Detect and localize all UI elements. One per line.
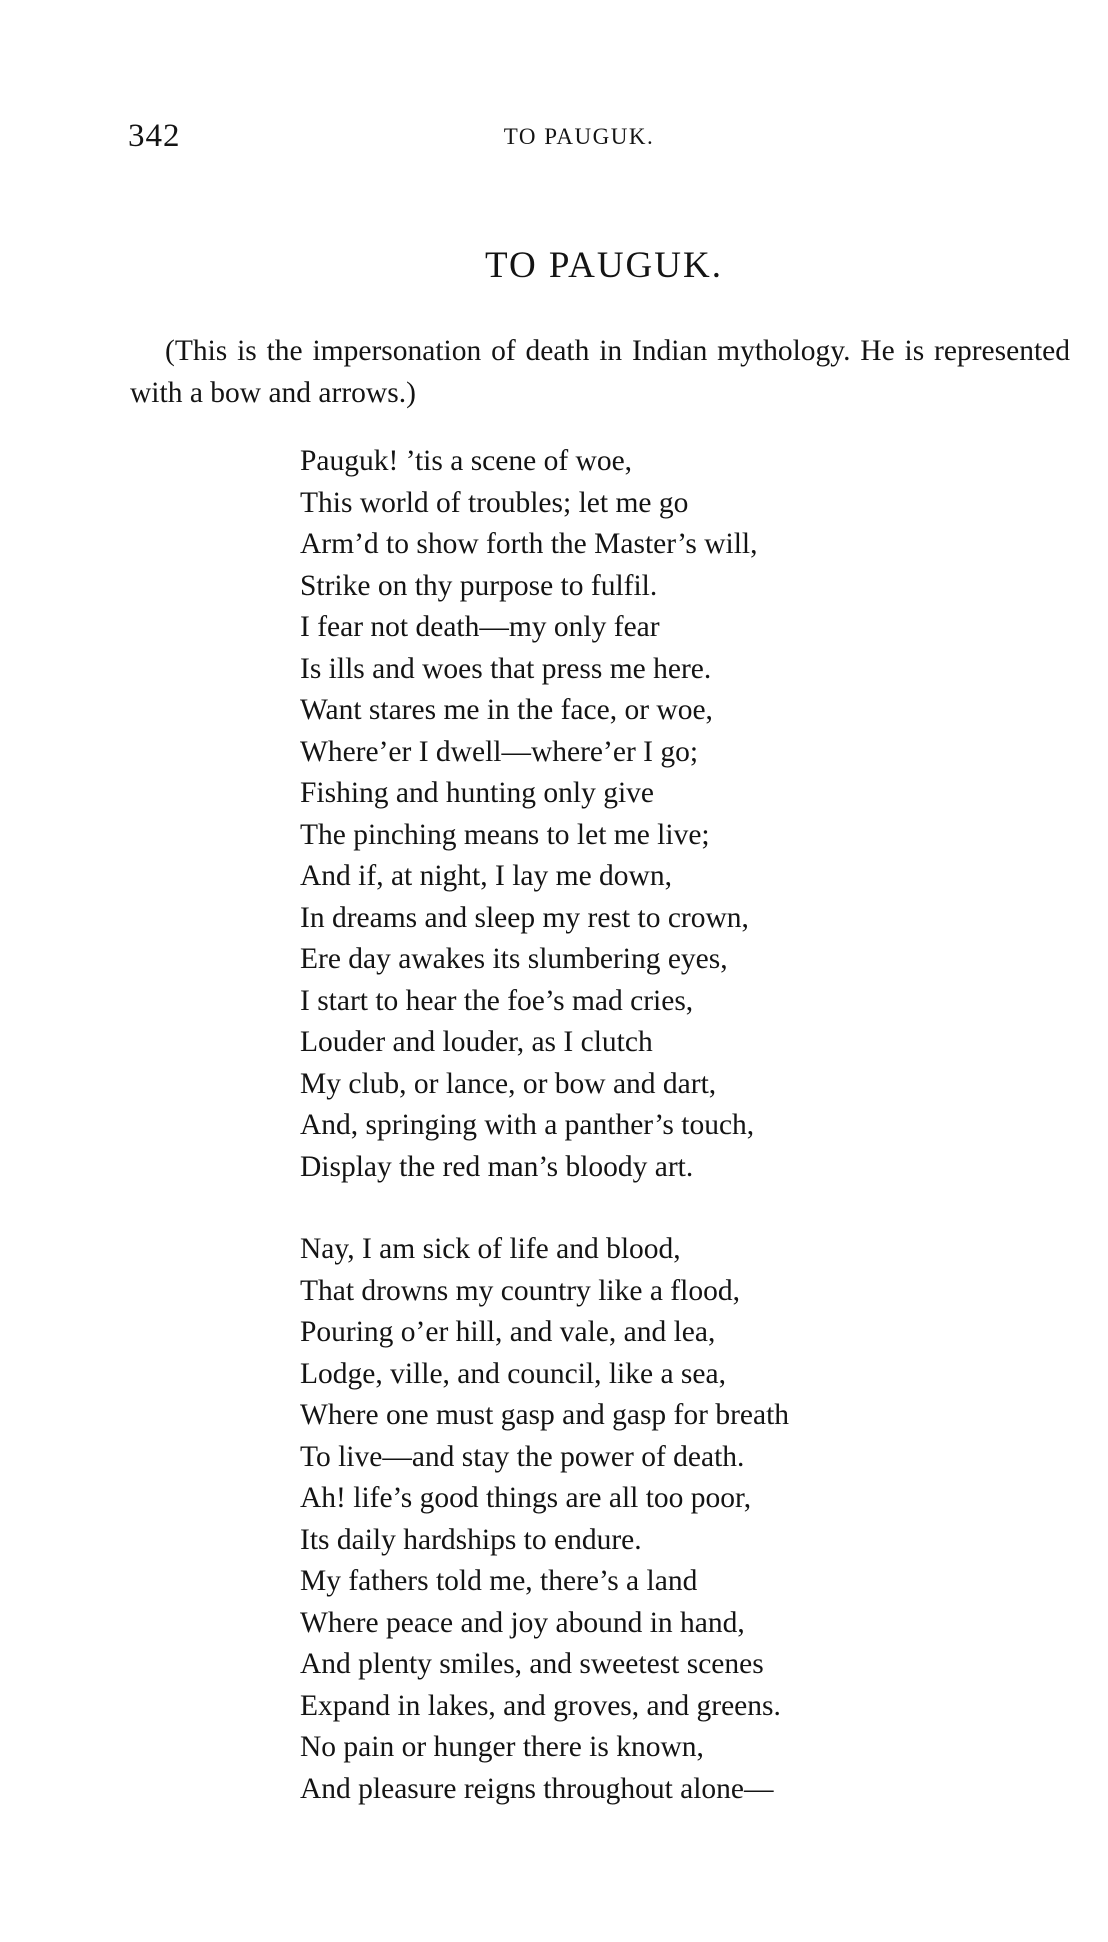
verse-line: I fear not death—my only fear [300, 611, 660, 643]
verse-line: The pinching means to let me live; [300, 818, 710, 851]
verse-line: Display the red man’s bloody art. [300, 1150, 694, 1183]
running-head: TO PAUGUK. [503, 124, 655, 149]
verse-line: My club, or lance, or bow and dart, [300, 1067, 717, 1100]
verse-line: That drowns my country like a flood, [300, 1274, 740, 1307]
verse-line: Where peace and joy abound in hand, [300, 1606, 745, 1639]
verse-line: Pauguk! ’tis a scene of woe, [300, 445, 633, 477]
verse-line: Want stares me in the face, or woe, [300, 694, 713, 726]
verse-line: Nay, I am sick of life and blood, [300, 1233, 681, 1265]
verse-line: Ere day awakes its slumbering eyes, [300, 943, 728, 975]
verse-line: Fishing and hunting only give [300, 777, 654, 809]
verse-line: Lodge, ville, and council, like a sea, [300, 1357, 726, 1390]
verse-line: This world of troubles; let me go [300, 486, 689, 519]
verse-line: My fathers told me, there’s a land [300, 1565, 698, 1597]
page-number: 342 [128, 118, 181, 154]
verse-line: And pleasure reigns throughout alone— [300, 1772, 774, 1805]
stanza-2 [300, 1229, 1000, 1810]
poem-title: TO PAUGUK. [485, 245, 723, 286]
verse-line: And if, at night, I lay me down, [300, 860, 672, 892]
verse-line: And, springing with a panther’s touch, [300, 1109, 755, 1141]
verse-line: In dreams and sleep my rest to crown, [300, 901, 749, 934]
verse-line: Where’er I dwell—where’er I go; [300, 735, 699, 768]
verse-line: I start to hear the foe’s mad cries, [300, 984, 694, 1017]
verse-line: Arm’d to show forth the Master’s will, [300, 528, 758, 560]
verse-line: Strike on thy purpose to fulfil. [300, 569, 658, 602]
verse-line: Its daily hardships to endure. [300, 1523, 642, 1556]
verse-line: And plenty smiles, and sweetest scenes [300, 1648, 764, 1680]
verse-line: Where one must gasp and gasp for breath [300, 1399, 790, 1431]
verse-line: Expand in lakes, and groves, and greens. [300, 1689, 781, 1722]
verse-line: Is ills and woes that press me here. [300, 652, 712, 685]
poem-intro: (This is the impersonation of death in Indian mythology. He is represented with a bow and arrows.) [130, 335, 1070, 409]
verse-line: Louder and louder, as I clutch [300, 1026, 653, 1058]
verse-line: To live—and stay the power of death. [300, 1440, 745, 1473]
verse-line: Ah! life’s good things are all too poor, [300, 1482, 752, 1514]
verse-line: No pain or hunger there is known, [300, 1731, 704, 1763]
stanza-1 [300, 441, 1000, 1188]
verse-line: Pouring o’er hill, and vale, and lea, [300, 1316, 716, 1348]
